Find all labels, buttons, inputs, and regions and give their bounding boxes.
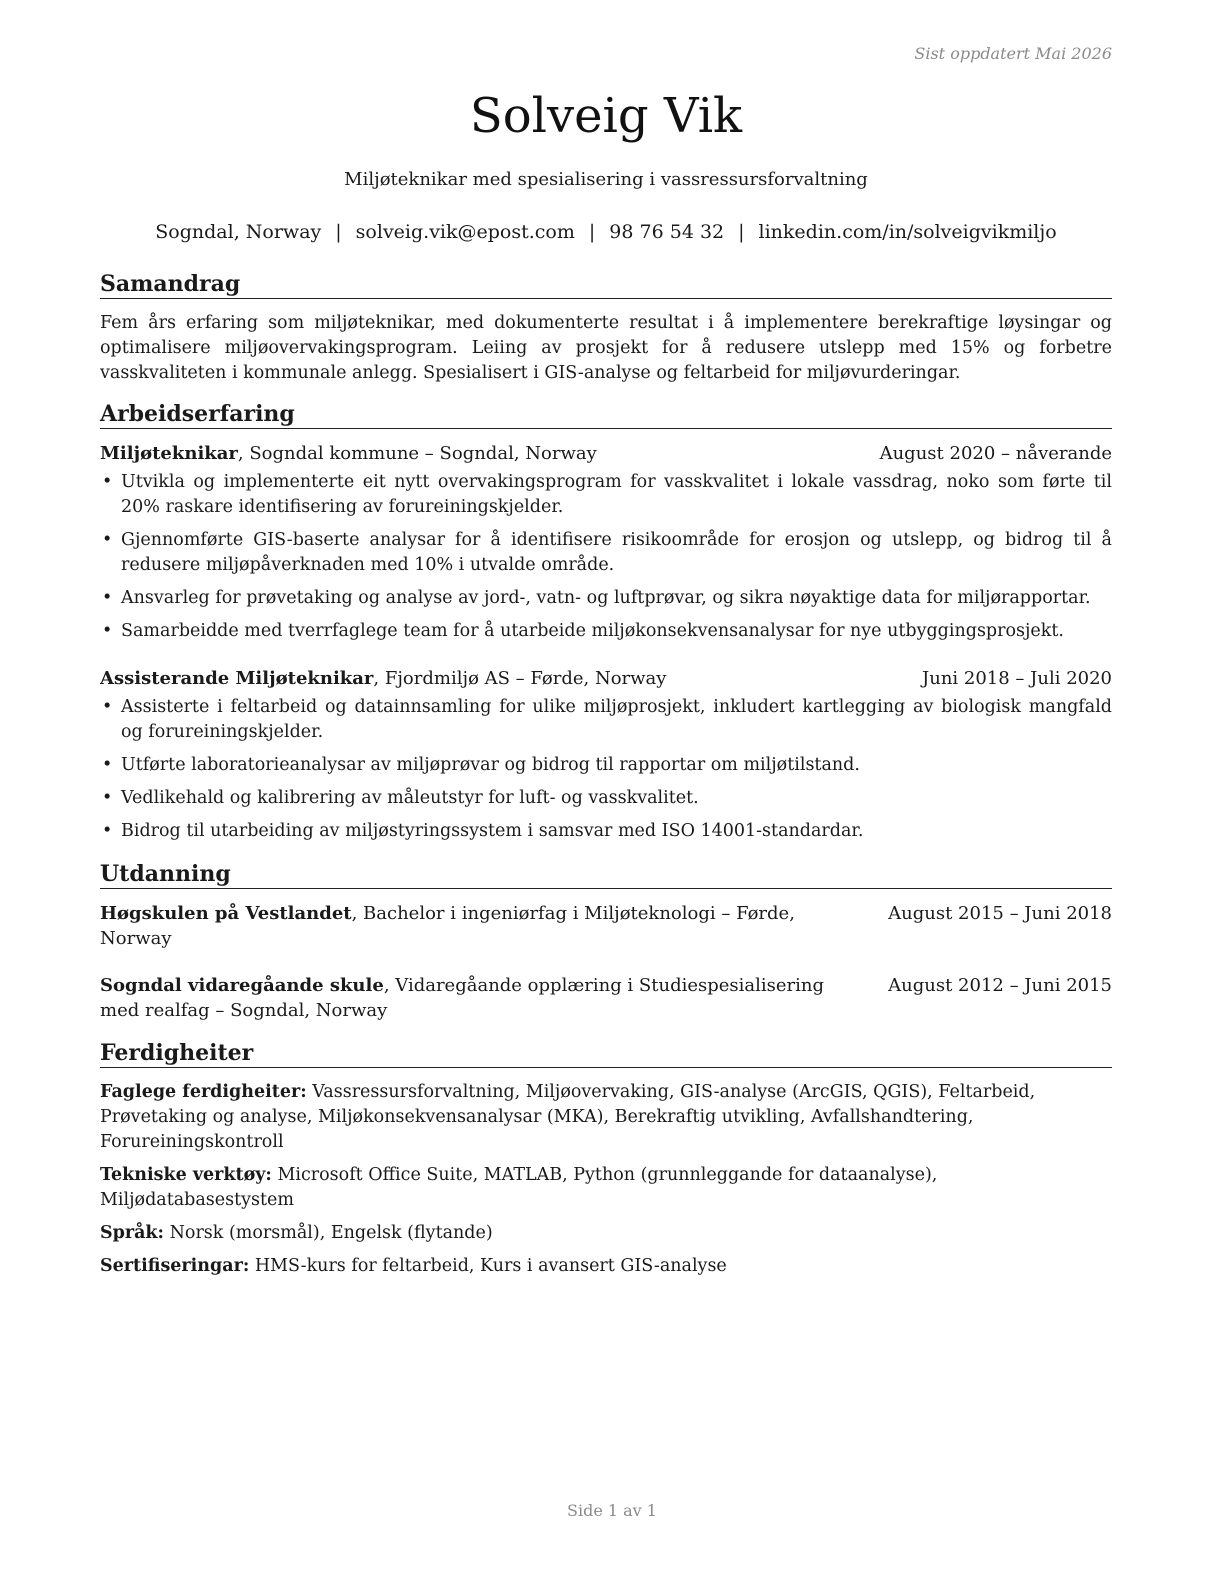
job-employer: , Sogndal kommune – Sogndal, Norway [237,443,597,464]
bullet-text: Bidrog til utarbeiding av miljøstyringssystem i samsvar med ISO 14001-standardar. [121,821,864,841]
resume-content [100,270,1112,1287]
education-dates: August 2012 – Juni 2015 [888,975,1112,996]
skill-line [100,1254,1112,1279]
skill-line [100,1163,1112,1213]
bullet-icon: • [102,788,113,808]
bullet-text: Vedlikehald og kalibrering av måleutstyr for luft- og vasskvalitet. [121,788,699,808]
list-item [100,753,1112,778]
list-item [100,819,1112,844]
subtitle: Miljøteknikar med spesialisering i vassressursforvaltning [344,169,868,190]
job-dates: August 2020 – nåverande [879,443,1112,464]
skill-label: Sertifiseringar: [100,1256,250,1276]
bullet-text: Assisterte i feltarbeid og datainnsamling for ulike miljøprosjekt, inkludert kartlegging av biologisk mangfald og forureiningskjelder. [121,697,1112,742]
bullet-text: Gjennomførte GIS-baserte analysar for å identifisere risikoområde for erosjon og utslepp, og bidrog til å redusere miljøpåverknaden med 10% i utvalde område. [121,530,1112,575]
job-header [100,666,1112,691]
contact-separator: | [588,221,596,243]
skill-label: Tekniske verktøy: [100,1165,272,1185]
job-bullets [100,470,1112,644]
job-role: Miljøteknikar [100,443,238,464]
contact-email[interactable]: solveig.vik@epost.com [355,221,575,243]
skill-value: Microsoft Office Suite, MATLAB, Python (grunnleggande for dataanalyse), Miljødatabasestystem [100,1165,938,1210]
skill-value: HMS-kurs for feltarbeid, Kurs i avansert GIS-analyse [249,1256,727,1276]
job-title-line [100,441,880,466]
bullet-icon: • [102,755,113,775]
contact-line [100,220,1112,244]
list-item [100,470,1112,520]
job-employer: , Fjordmiljø AS – Førde, Norway [373,668,667,689]
education-school: Sogndal vidaregåande skule [100,975,384,996]
bullet-icon: • [102,821,113,841]
bullet-icon: • [102,697,113,717]
page-title: Solveig Vik [469,88,743,144]
section-title-experience: Arbeidserfaring [100,400,1112,429]
skill-line [100,1221,1112,1246]
list-item [100,786,1112,811]
bullet-icon: • [102,530,113,550]
list-item [100,619,1112,644]
section-title-skills: Ferdigheiter [100,1039,1112,1068]
section-title-summary: Samandrag [100,270,1112,299]
education-entry [100,973,1112,1023]
bullet-text: Ansvarleg for prøvetaking og analyse av jord-, vatn- og luftprøvar, og sikra nøyaktige data for miljørapportar. [121,588,1091,608]
skill-value: Vassressursforvaltning, Miljøovervaking, GIS-analyse (ArcGIS, QGIS), Feltarbeid, Prøvetaking og analyse, Miljøkonsekvensanalysar (MKA), Berekraftig utvikling, Avfallshandtering, Forureiningskontroll [100,1082,1036,1152]
skill-line [100,1080,1112,1155]
job-bullets [100,695,1112,844]
summary-text: Fem års erfaring som miljøteknikar, med dokumenterte resultat i å implementere berekraftige løysingar og optimalisere miljøovervakingsprogram. Leiing av prosjekt for å redusere utslepp med 15% og forbetre vasskvaliteten i kommunale anlegg. Spesialisert i GIS-analyse og feltarbeid for miljøvurderingar. [100,313,1112,383]
bullet-icon: • [102,588,113,608]
last-updated: Sist oppdatert Mai 2026 [914,44,1112,63]
contact-phone: 98 76 54 32 [609,221,725,243]
list-item [100,586,1112,611]
job-role: Assisterande Miljøteknikar [100,668,374,689]
list-item [100,528,1112,578]
job-header [100,441,1112,466]
bullet-icon: • [102,472,113,492]
list-item [100,695,1112,745]
skill-label: Språk: [100,1223,165,1243]
education-title-line [100,901,888,951]
contact-linkedin[interactable]: linkedin.com/in/solveigvikmiljo [758,221,1057,243]
job-dates: Juni 2018 – Juli 2020 [922,668,1112,689]
education-detail: , Bachelor i ingeniørfag i Miljøteknologi – Førde, Norway [100,903,795,949]
education-entry [100,901,1112,951]
education-school: Høgskulen på Vestlandet [100,903,352,924]
bullet-text: Utførte laboratorieanalysar av miljøprøvar og bidrog til rapportar om miljøtilstand. [121,755,860,775]
page-number: Side 1 av 1 [567,1501,657,1520]
contact-location: Sogndal, Norway [155,221,322,243]
contact-separator: | [335,221,342,243]
bullet-text: Samarbeidde med tverrfaglege team for å utarbeide miljøkonsekvensanalysar for nye utbyggingsprosjekt. [121,621,1064,641]
education-detail: , Vidaregåande opplæring i Studiespesialisering med realfag – Sogndal, Norway [100,975,825,1021]
job-title-line [100,666,922,691]
bullet-icon: • [102,621,113,641]
skill-label: Faglege ferdigheiter: [100,1082,307,1102]
bullet-text: Utvikla og implementerte eit nytt overvakingsprogram for vasskvalitet i lokale vassdrag, noko som førte til 20% raskare identifisering av forureiningskjelder. [121,472,1112,517]
education-dates: August 2015 – Juni 2018 [888,903,1112,924]
job-entry [100,441,1112,644]
job-entry [100,666,1112,844]
contact-separator: | [738,221,745,243]
section-title-education: Utdanning [100,860,1112,889]
education-title-line [100,973,888,1023]
skill-value: Norsk (morsmål), Engelsk (flytande) [164,1223,493,1243]
